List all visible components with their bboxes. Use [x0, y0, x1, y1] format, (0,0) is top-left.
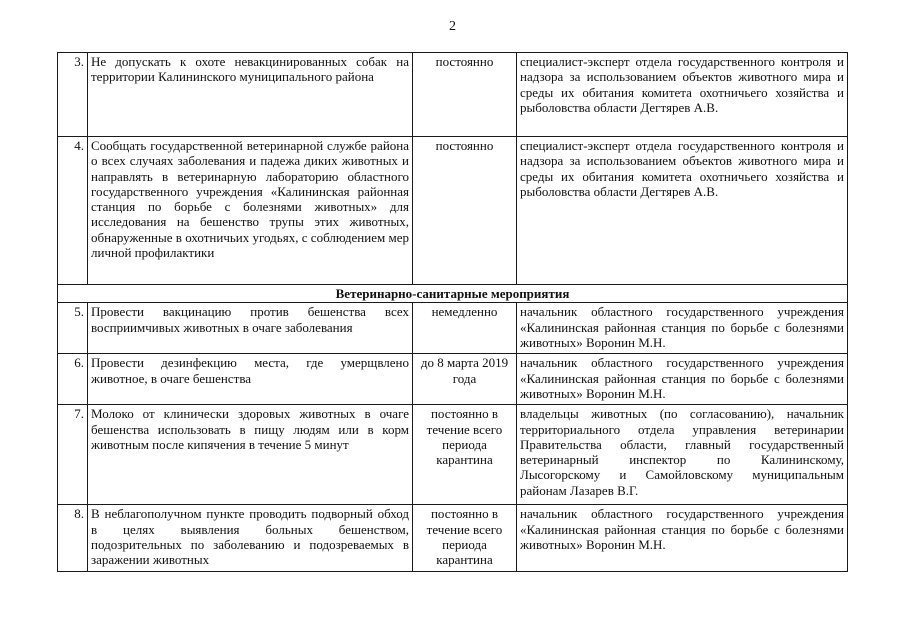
page-number: 2 [449, 19, 456, 34]
section-header-row [58, 285, 848, 303]
row-number: 7. [58, 405, 88, 505]
responsible-cell: начальник областного государственного учреждения «Калининская районная станция по борьбе с болезнями животных» Воронин М.Н. [517, 303, 848, 354]
responsible-cell: владельцы животных (по согласованию), начальник территориального отдела управления ветеринарии Правительства области, главный государственный ветеринарный инспектор по Калининскому, Лысогорскому и Самойловскому муниципальным районам Лазарев В.Г. [517, 405, 848, 505]
action-cell: Сообщать государственной ветеринарной службе района о всех случаях заболевания и падежа диких животных и направлять в ветеринарную лабораторию областного государственного учреждения «Калининская районная станция по борьбе с болезнями животных» для исследования на бешенство трупы этих животных, обнаруженные в охотничьих угодьях, с соблюдением мер личной профилактики [88, 137, 413, 285]
section-title: Ветеринарно-санитарные мероприятия [58, 285, 848, 303]
responsible-cell: специалист-эксперт отдела государственного контроля и надзора за использованием объектов животного мира и среды их обитания комитета охотничьего хозяйства и рыболовства области Дегтярев А.В. [517, 137, 848, 285]
row-number: 3. [58, 53, 88, 137]
action-cell: Провести вакцинацию против бешенства всех восприимчивых животных в очаге заболевания [88, 303, 413, 354]
term-cell: до 8 марта 2019 года [413, 354, 517, 405]
action-cell: Не допускать к охоте невакцинированных собак на территории Калининского муниципального района [88, 53, 413, 137]
table-row [58, 303, 848, 354]
term-cell: немедленно [413, 303, 517, 354]
term-cell: постоянно [413, 137, 517, 285]
table-row [58, 354, 848, 405]
row-number: 4. [58, 137, 88, 285]
measures-table [57, 52, 848, 572]
responsible-cell: начальник областного государственного учреждения «Калининская районная станция по борьбе с болезнями животных» Воронин М.Н. [517, 354, 848, 405]
table-row [58, 137, 848, 285]
action-cell: Провести дезинфекцию места, где умерщвлено животное, в очаге бешенства [88, 354, 413, 405]
responsible-cell: начальник областного государственного учреждения «Калининская районная станция по борьбе с болезнями животных» Воронин М.Н. [517, 505, 848, 572]
table-row [58, 505, 848, 572]
table-row [58, 53, 848, 137]
term-cell: постоянно в течение всего периода карантина [413, 405, 517, 505]
term-cell: постоянно в течение всего периода карантина [413, 505, 517, 572]
term-cell: постоянно [413, 53, 517, 137]
row-number: 8. [58, 505, 88, 572]
action-cell: В неблагополучном пункте проводить подворный обход в целях выявления больных бешенством, подозрительных по заболеванию и подозреваемых в заражении животных [88, 505, 413, 572]
action-cell: Молоко от клинически здоровых животных в очаге бешенства использовать в пищу людям или в корм животным после кипячения в течение 5 минут [88, 405, 413, 505]
row-number: 6. [58, 354, 88, 405]
responsible-cell: специалист-эксперт отдела государственного контроля и надзора за использованием объектов животного мира и среды их обитания комитета охотничьего хозяйства и рыболовства области Дегтярев А.В. [517, 53, 848, 137]
table-row [58, 405, 848, 505]
row-number: 5. [58, 303, 88, 354]
